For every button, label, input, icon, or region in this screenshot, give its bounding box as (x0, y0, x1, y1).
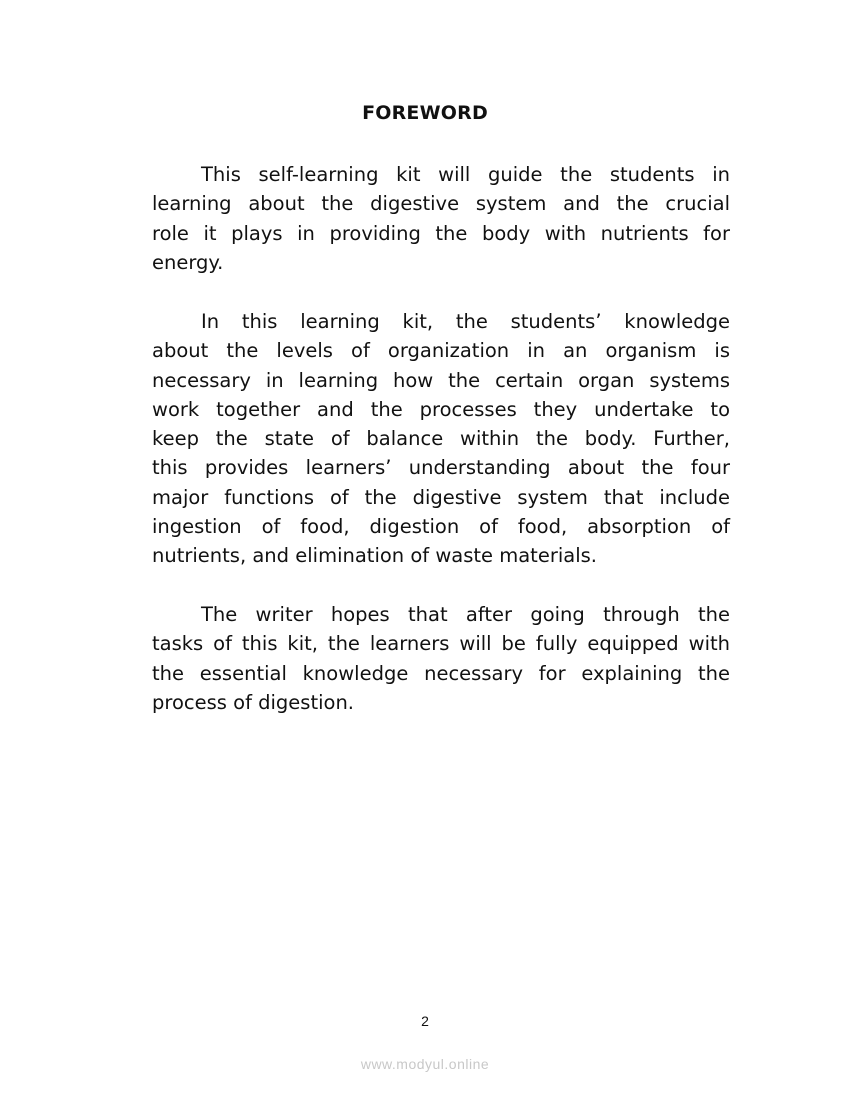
text-line: This self-learning kit will guide the students in (201, 163, 730, 186)
text-line: tasks of this kit, the learners will be fully equipped with (152, 632, 730, 656)
text-line: this provides learners’ understanding about the four (152, 456, 730, 480)
text-line: work together and the processes they undertake to (152, 397, 730, 421)
text-line: ingestion of food, digestion of food, absorption of (152, 515, 730, 539)
text-line: keep the state of balance within the body. Further, (152, 427, 730, 451)
text-line: energy. (152, 250, 224, 274)
page-number: 2 (421, 1013, 429, 1029)
text-line: major functions of the digestive system that include (152, 485, 730, 509)
paragraph-2 (152, 307, 730, 571)
text-line: the essential knowledge necessary for explaining the (152, 661, 730, 685)
text-line: nutrients, and elimination of waste materials. (152, 544, 597, 568)
page-title: FOREWORD (362, 102, 488, 124)
text-line: role it plays in providing the body with nutrients for (152, 221, 730, 245)
paragraph-1 (152, 160, 730, 277)
text-line: necessary in learning how the certain organ systems (152, 368, 730, 392)
text-line: process of digestion. (152, 690, 355, 714)
text-line: learning about the digestive system and the crucial (152, 192, 730, 216)
paragraph-3 (152, 600, 730, 717)
text-line: In this learning kit, the students’ knowledge (201, 310, 730, 333)
watermark: www.modyul.online (360, 1056, 490, 1072)
text-line: The writer hopes that after going through the (201, 603, 730, 626)
text-line: about the levels of organization in an organism is (152, 339, 730, 363)
